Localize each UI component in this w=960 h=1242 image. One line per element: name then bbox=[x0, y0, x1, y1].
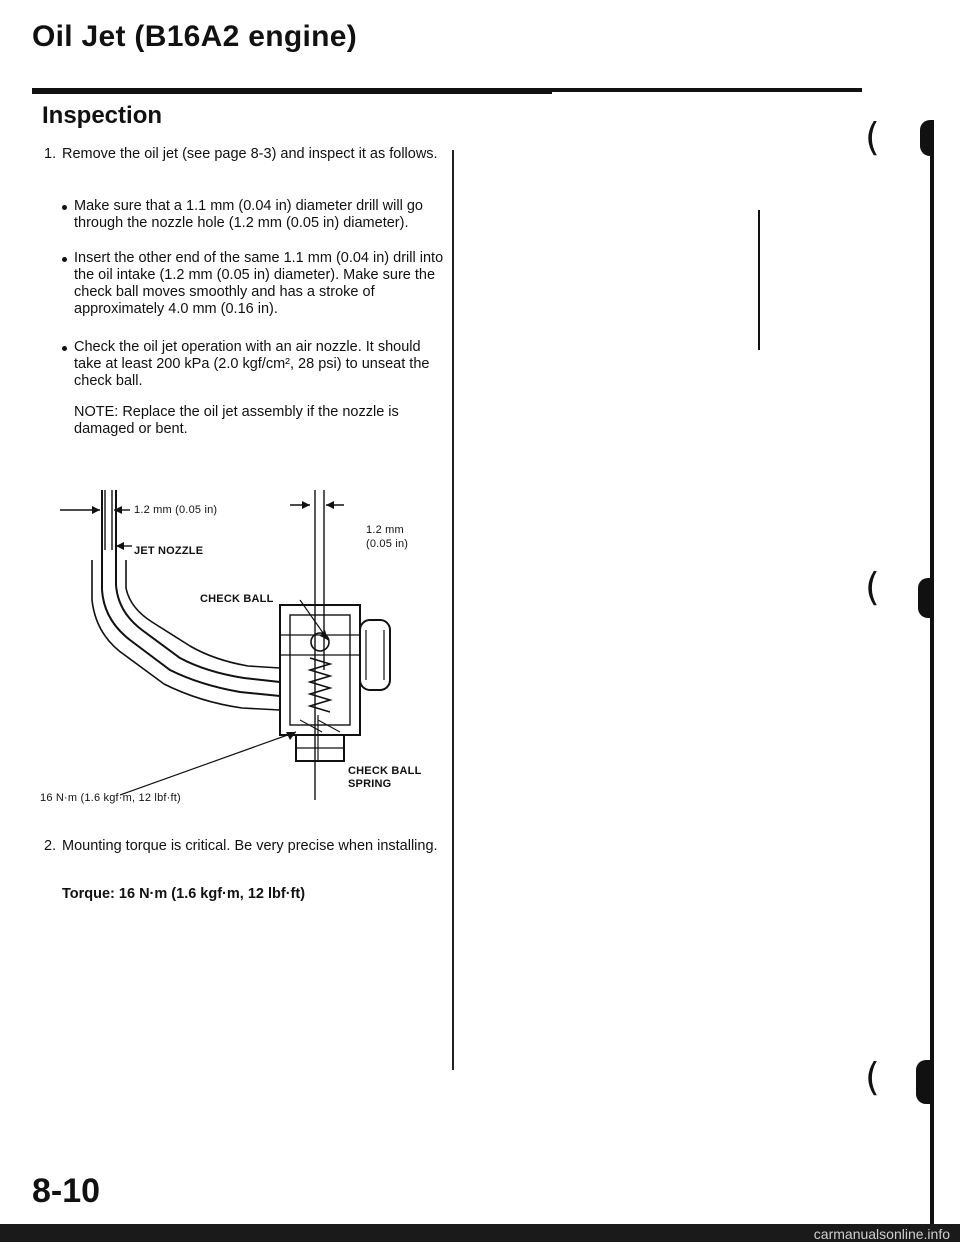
bullet-3-text: Check the oil jet operation with an air nozzle. It should take at least 200 kPa (2.0 kgf/cm², 28 psi) to unseat the check ball. bbox=[74, 339, 430, 389]
diagram-label-spring-1: CHECK BALL bbox=[348, 765, 422, 777]
diagram-label-jet-nozzle: JET NOZZLE bbox=[134, 545, 204, 557]
binding-mark bbox=[916, 1060, 934, 1104]
diagram-label-nozzle-dim: 1.2 mm (0.05 in) bbox=[134, 504, 218, 516]
binding-mark bbox=[920, 120, 934, 156]
title-rule bbox=[32, 88, 862, 92]
diagram-label-intake-dim-2: (0.05 in) bbox=[366, 538, 409, 550]
page-number: 8-10 bbox=[32, 1172, 101, 1210]
section-heading: Inspection bbox=[42, 102, 163, 129]
corner-mark-icon: ( bbox=[865, 565, 880, 609]
page-title: Oil Jet (B16A2 engine) bbox=[32, 20, 358, 53]
binding-mark bbox=[918, 578, 934, 618]
right-margin-line bbox=[758, 210, 760, 350]
bullet-icon bbox=[62, 205, 67, 210]
step-2-number: 2. bbox=[44, 838, 57, 854]
bullet-icon bbox=[62, 346, 67, 351]
step-2-text: Mounting torque is critical. Be very precise when installing. bbox=[62, 838, 438, 854]
corner-mark-icon: ( bbox=[865, 115, 880, 159]
diagram-label-torque: 16 N·m (1.6 kgf·m, 12 lbf·ft) bbox=[40, 792, 181, 804]
step-2-torque: Torque: 16 N·m (1.6 kgf·m, 12 lbf·ft) bbox=[62, 886, 306, 902]
corner-mark-icon: ( bbox=[865, 1055, 880, 1099]
diagram-label-check-ball: CHECK BALL bbox=[200, 593, 274, 605]
oil-jet-diagram bbox=[60, 470, 450, 810]
step-1-text: Remove the oil jet (see page 8-3) and inspect it as follows. bbox=[62, 146, 438, 162]
bullet-icon bbox=[62, 257, 67, 262]
step-1-note: NOTE: Replace the oil jet assembly if the nozzle is damaged or bent. bbox=[74, 404, 399, 437]
watermark: carmanualsonline.info bbox=[813, 1226, 950, 1242]
diagram-label-intake-dim-1: 1.2 mm bbox=[366, 524, 404, 536]
diagram-label-spring-2: SPRING bbox=[348, 778, 392, 790]
bullet-2-text: Insert the other end of the same 1.1 mm (0.04 in) drill into the oil intake (1.2 mm (0.05 in) diameter). Make sure the check ball moves smoothly and has a stroke of approximately 4.0 mm (0.16 in). bbox=[74, 250, 444, 317]
bullet-1-text: Make sure that a 1.1 mm (0.04 in) diameter drill will go through the nozzle hole (1.2 mm (0.05 in) diameter). bbox=[74, 198, 423, 231]
column-divider bbox=[452, 150, 454, 1070]
step-1-number: 1. bbox=[44, 146, 57, 162]
